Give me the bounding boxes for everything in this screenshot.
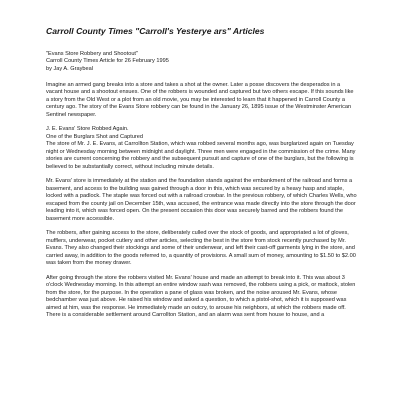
body-paragraph-3: The robbers, after gaining access to the store, deliberately culled over the stock of goods, and appropriated a lot of gloves, mufflers, underwear, pocket cutlery and other articles, selecting the best in the store from stock recently purchased by Mr. Evans. They also changed their stockings and some of their underwear, and left their cast-off garments lying in the store, and carried away, in addition to the goods referred to, a quantity of provisions. A small sum of money, amounting to $1.50 to $2.00 was taken from the money drawer.: [46, 230, 356, 267]
article-meta: [46, 51, 358, 73]
body-paragraph-1: The store of Mr. J. E. Evans, at Carrollton Station, which was robbed several months ago, was burglarized again on Tuesday night or Wednesday morning between midnight and daylight. Three men were engaged in the commission of the crime. Many stories are current concerning the robbery and the subsequent pursuit and capture of one of the burglars, but the following is believed to be substantially correct, without including minute details.: [46, 141, 356, 170]
publication-line: Carroll County Times Article for 26 February 1995: [46, 58, 169, 65]
article-headline: "Evans Store Robbery and Shootout": [46, 51, 138, 57]
article-heading: [46, 126, 358, 141]
article-heading-line-2: One of the Burglars Shot and Captured: [46, 133, 144, 140]
document-title: Carroll County Times "Carroll's Yesterye ars" Articles: [46, 26, 265, 36]
body-paragraph-2: Mr. Evans' store is immediately at the station and the foundation stands against the embankment of the railroad and forms a basement, and access to the building was gained through a door in this, which was secured by a heavy hasp and staple, locked with a padlock. The staple was forced out with a railroad crowbar. In the previous robbery, of which Charles Wells, who escaped from the county jail on December 15th, was accused, the entrance was made directly into the store through the door leading into it, which was forced open. On the present occasion this door was securely barred and the robbers found the basement more accessible.: [46, 178, 357, 222]
body-paragraph-4: After going through the store the robbers visited Mr. Evans' house and made an attempt to break into it. This was about 3 o'clock Wednesday morning. In this attempt an entire window sash was removed, the robbers using a pick, or mattock, stolen from the store, for the purpose. In the operation a pane of glass was broken, and the noise aroused Mr. Evans, whose bedchamber was just above. He raised his window and asked a question, to which a pistol-shot, which it is supposed was aimed at him, was the response. He immediately made an outcry, to arouse his neighbors, at which the robbers made off. There is a considerable settlement around Carrollton Station, and an alarm was sent from house to house, and a: [46, 274, 356, 319]
byline: by Jay A. Graybeal: [46, 65, 93, 72]
document-page: [46, 26, 358, 327]
article-heading-line-1: J. E. Evans' Store Robbed Again.: [46, 126, 129, 133]
intro-paragraph: Imagine an armed gang breaks into a store and takes a shot at the owner. Later a posse discovers the desperados in a vacant house and a shootout ensues. One of the robbers is wounded and captured but two others escape. If this sounds like a story from the Old West or a plot from an old movie, you may be interested to learn that it happened in Carroll County a century ago. The story of the Evans Store robbery can be found in the January 26, 1895 issue of the Westminster American Sentinel newspaper.: [46, 81, 354, 118]
